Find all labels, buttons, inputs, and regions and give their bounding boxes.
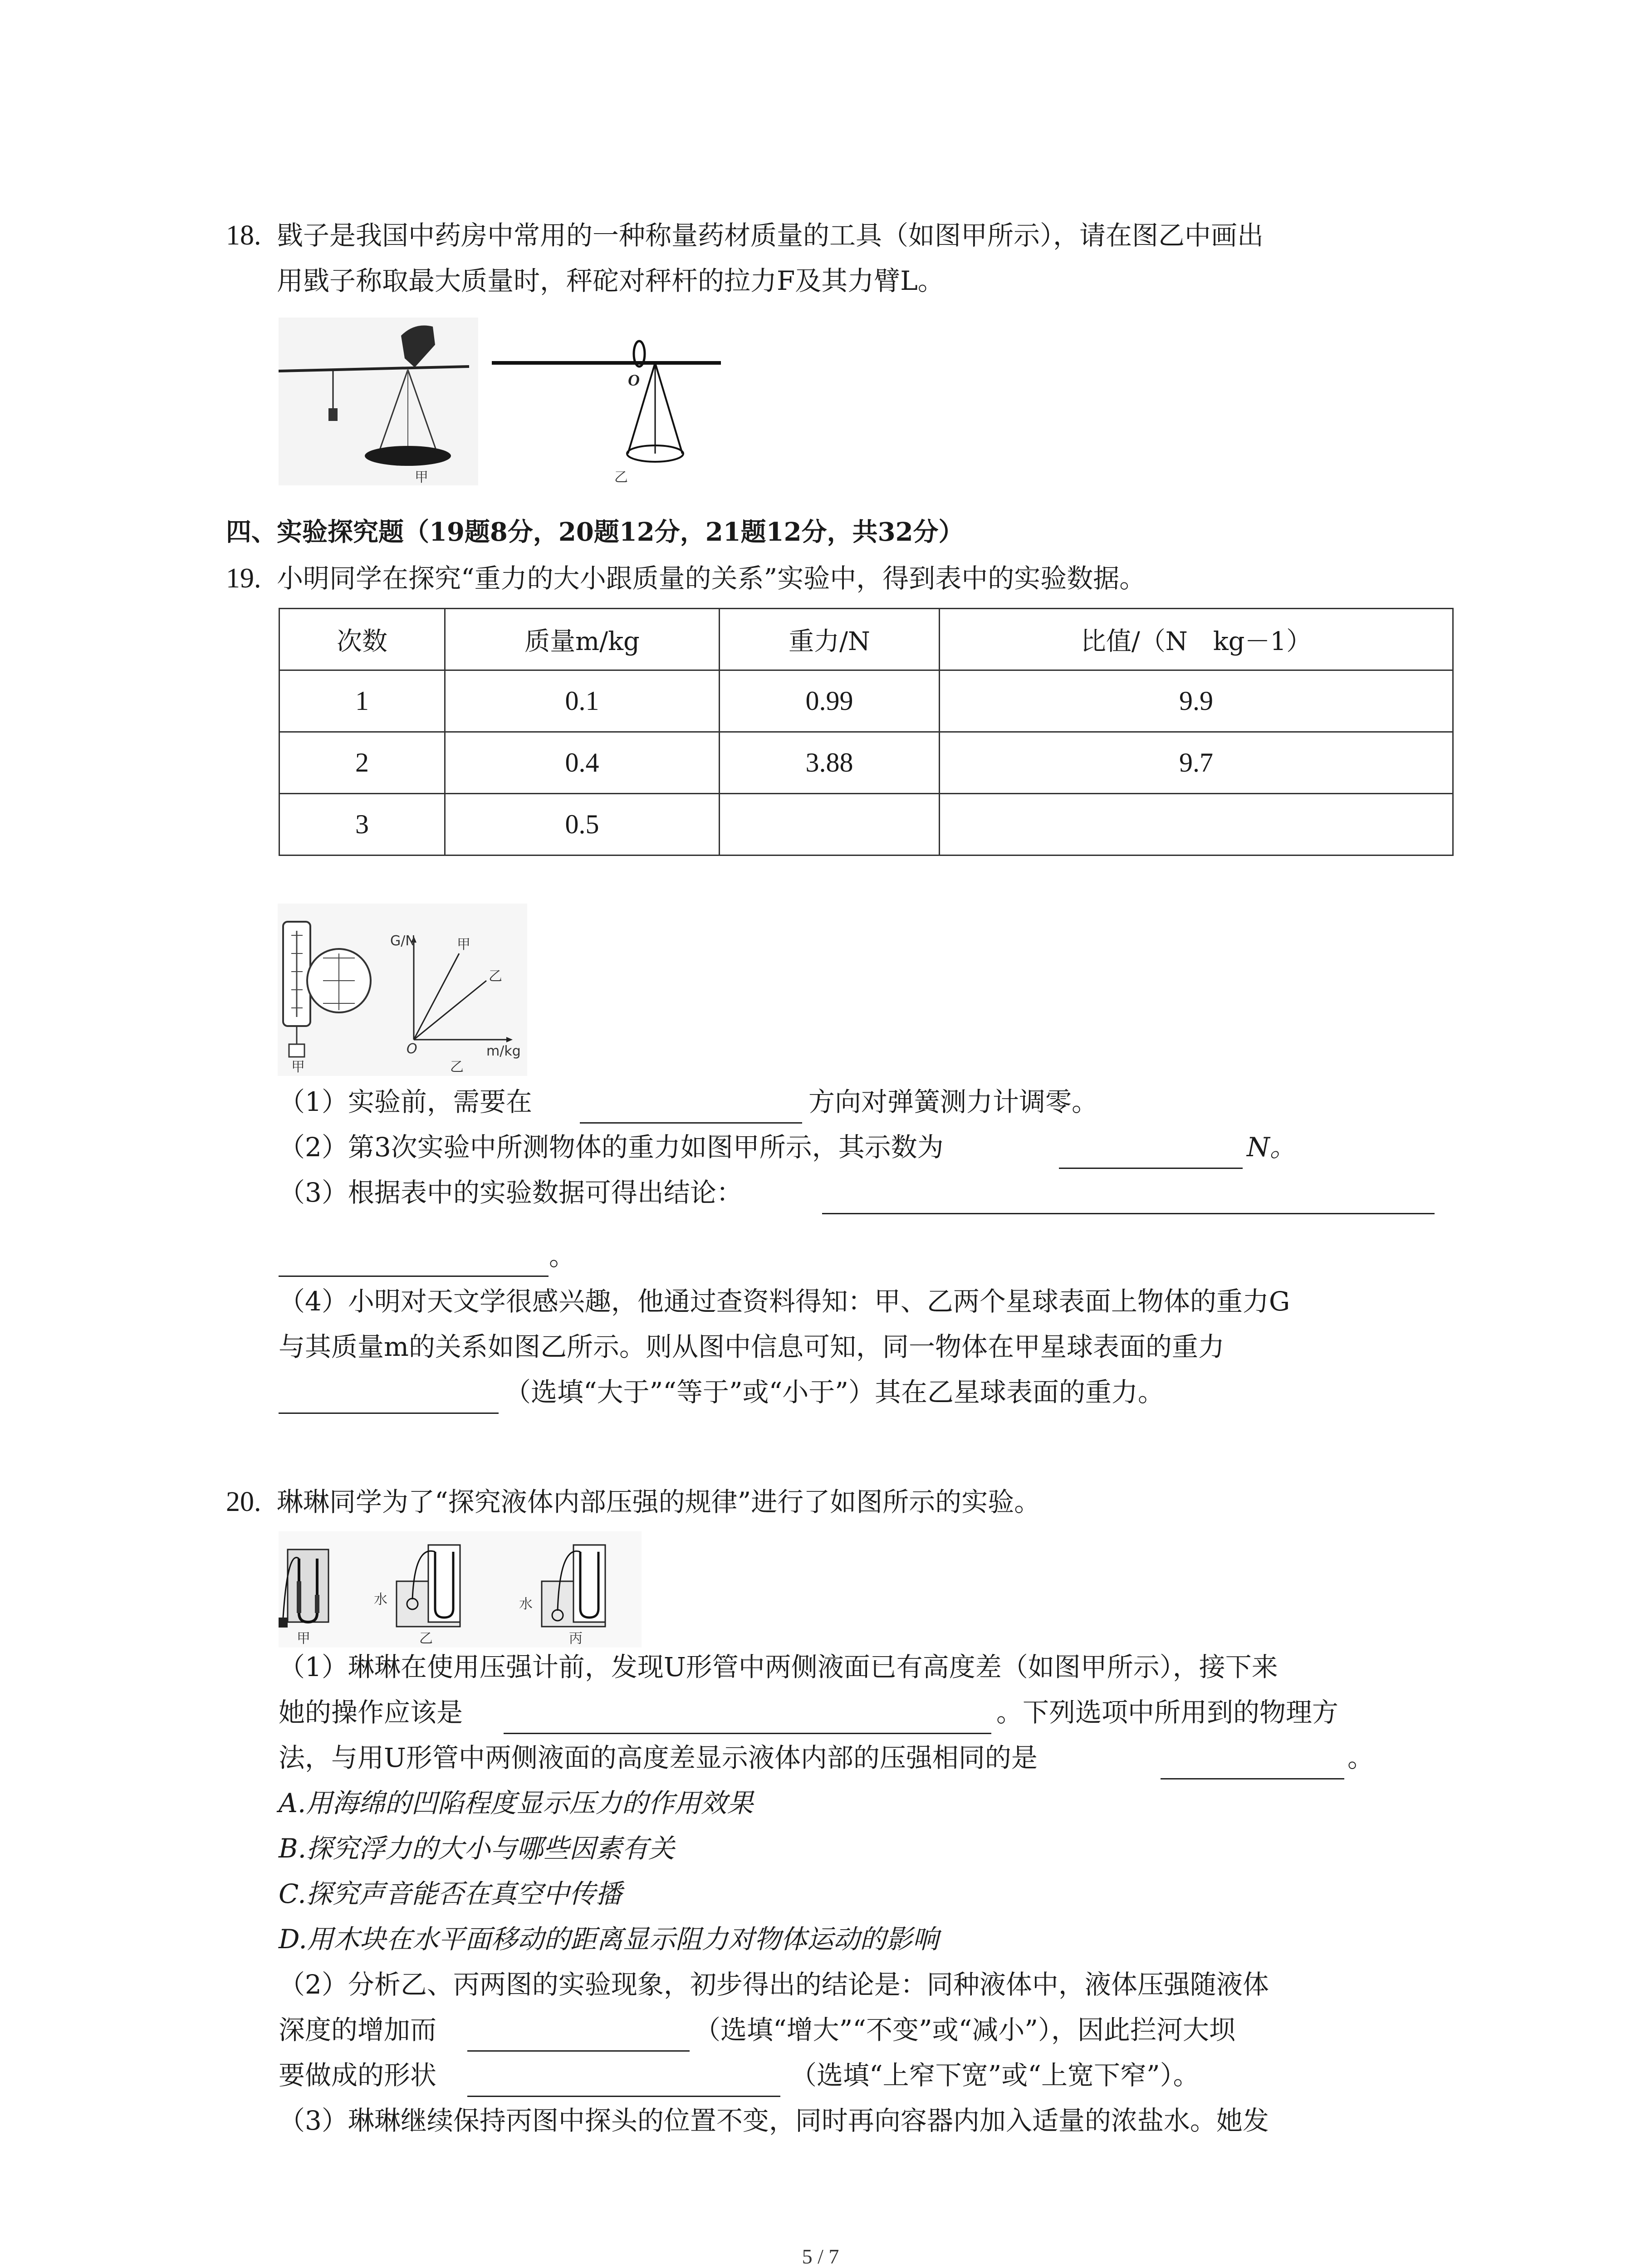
q19-p1-answer-blank[interactable] bbox=[580, 1122, 802, 1124]
table-header-cell: 次数 bbox=[279, 609, 445, 670]
table-cell: 0.5 bbox=[445, 794, 720, 855]
q20-p1-line2-a: 她的操作应该是 bbox=[279, 1697, 463, 1728]
q19-p2-text-b: N。 bbox=[1247, 1132, 1296, 1163]
q19-p1-text-b: 方向对弹簧测力计调零。 bbox=[808, 1086, 1098, 1117]
q19-figure bbox=[278, 904, 527, 1076]
q19-p3-answer-blank-1[interactable] bbox=[822, 1213, 1435, 1214]
table-cell: 2 bbox=[279, 732, 445, 794]
q20-p1-line3-a: 法，与用U形管中两侧液面的高度差显示液体内部的压强相同的是 bbox=[279, 1742, 1038, 1773]
q20-fig-water-1: 水 bbox=[374, 1592, 387, 1608]
q20-intro: 琳琳同学为了“探究液体内部压强的规律”进行了如图所示的实验。 bbox=[277, 1486, 1041, 1517]
table-cell bbox=[940, 794, 1453, 855]
page-number: 5 / 7 bbox=[802, 2245, 839, 2268]
q20-fig-label-b: 乙 bbox=[419, 1631, 433, 1647]
table-cell: 0.99 bbox=[720, 670, 940, 732]
q18-fig-label-a: 甲 bbox=[415, 469, 428, 485]
table-header-row bbox=[279, 609, 1453, 670]
q19-fig-axis-x: m/kg bbox=[486, 1043, 521, 1059]
q20-fig-label-c: 丙 bbox=[569, 1631, 583, 1647]
q20-option-b: B.探究浮力的大小与哪些因素有关 bbox=[279, 1833, 675, 1864]
table-row bbox=[279, 670, 1453, 732]
q20-p1-line1: （1）琳琳在使用压强计前，发现U形管中两侧液面已有高度差（如图甲所示），接下来 bbox=[279, 1652, 1278, 1682]
q19-fig-line-b: 乙 bbox=[489, 968, 502, 984]
q20-fig-label-a: 甲 bbox=[297, 1631, 310, 1647]
q20-p2-answer-blank-2[interactable] bbox=[467, 2096, 780, 2097]
q20-p2-answer-blank-1[interactable] bbox=[467, 2050, 690, 2052]
q19-intro: 小明同学在探究“重力的大小跟质量的关系”实验中，得到表中的实验数据。 bbox=[277, 563, 1146, 594]
table-cell: 3.88 bbox=[720, 732, 940, 794]
q20-fig-water-2: 水 bbox=[519, 1596, 533, 1612]
q19-fig-label-a: 甲 bbox=[291, 1059, 305, 1075]
table-cell: 9.9 bbox=[940, 670, 1453, 732]
q20-p2-line3-a: 要做成的形状 bbox=[279, 2060, 437, 2091]
table-header-cell: 质量m/kg bbox=[445, 609, 720, 670]
q20-figure bbox=[279, 1531, 642, 1647]
table-row bbox=[279, 732, 1453, 794]
q19-p4-line3: （选填“大于”“等于”或“小于”）其在乙星球表面的重力。 bbox=[505, 1377, 1164, 1408]
table-cell: 0.4 bbox=[445, 732, 720, 794]
q20-p1-line2-b: 。下列选项中所用到的物理方 bbox=[996, 1697, 1339, 1728]
question-number-19: 19. bbox=[226, 563, 261, 594]
q20-p2-line2-a: 深度的增加而 bbox=[279, 2014, 437, 2045]
q19-p4-line2: 与其质量m的关系如图乙所示。则从图中信息可知，同一物体在甲星球表面的重力 bbox=[279, 1331, 1225, 1362]
table-row bbox=[279, 794, 1453, 855]
q19-p4-answer-blank[interactable] bbox=[279, 1413, 499, 1414]
q19-p2-answer-blank[interactable] bbox=[1059, 1168, 1243, 1169]
q19-p3-text-a: （3）根据表中的实验数据可得出结论： bbox=[279, 1177, 743, 1208]
q19-p3-answer-blank-2[interactable] bbox=[279, 1276, 549, 1277]
q18-fig-label-b: 乙 bbox=[614, 469, 628, 485]
q18-fig-pivot: O bbox=[628, 371, 640, 389]
q19-p1-text-a: （1）实验前，需要在 bbox=[279, 1086, 532, 1117]
q19-p2-text-a: （2）第3次实验中所测物体的重力如图甲所示，其示数为 bbox=[279, 1132, 944, 1163]
q19-data-table bbox=[279, 608, 1454, 856]
q20-option-d: D.用木块在水平面移动的距离显示阻力对物体运动的影响 bbox=[279, 1924, 939, 1955]
table-cell bbox=[720, 794, 940, 855]
q18-text-line1: 戥子是我国中药房中常用的一种称量药材质量的工具（如图甲所示），请在图乙中画出 bbox=[277, 220, 1264, 251]
table-cell: 1 bbox=[279, 670, 445, 732]
q20-p3-line1: （3）琳琳继续保持丙图中探头的位置不变，同时再向容器内加入适量的浓盐水。她发 bbox=[279, 2105, 1269, 2136]
table-cell: 3 bbox=[279, 794, 445, 855]
q20-p1-line3-b: 。 bbox=[1347, 1742, 1374, 1773]
q18-text-line2: 用戥子称取最大质量时，秤砣对秤杆的拉力F及其力臂L。 bbox=[277, 265, 944, 296]
section-4-title: 四、实验探究题（19题8分，20题12分，21题12分，共32分） bbox=[226, 517, 964, 547]
q18-figure bbox=[279, 318, 725, 499]
q20-p2-line1: （2）分析乙、丙两图的实验现象，初步得出的结论是：同种液体中，液体压强随液体 bbox=[279, 1969, 1269, 2000]
q19-p4-line1: （4）小明对天文学很感兴趣，他通过查资料得知：甲、乙两个星球表面上物体的重力G bbox=[279, 1286, 1290, 1317]
q20-option-c: C.探究声音能否在真空中传播 bbox=[279, 1878, 622, 1909]
q19-fig-axis-y: G/N bbox=[390, 933, 416, 949]
q19-p3-text-b: 。 bbox=[549, 1241, 576, 1271]
q19-fig-line-a: 甲 bbox=[457, 937, 470, 953]
q19-fig-label-b: 乙 bbox=[450, 1059, 464, 1075]
table-header-cell: 重力/N bbox=[720, 609, 940, 670]
q20-option-a: A.用海绵的凹陷程度显示压力的作用效果 bbox=[279, 1788, 754, 1818]
question-number-20: 20. bbox=[226, 1486, 261, 1517]
table-cell: 9.7 bbox=[940, 732, 1453, 794]
q20-p1-answer-blank-2[interactable] bbox=[1161, 1778, 1344, 1779]
q19-fig-origin: O bbox=[407, 1041, 417, 1057]
question-number-18: 18. bbox=[226, 220, 261, 251]
table-header-cell: 比值/（N kg－1） bbox=[940, 609, 1453, 670]
q20-p2-line2-b: （选填“增大”“不变”或“减小”），因此拦河大坝 bbox=[694, 2014, 1235, 2045]
q20-p2-line3-b: （选填“上窄下宽”或“上宽下窄”）。 bbox=[790, 2060, 1200, 2091]
q20-p1-answer-blank-1[interactable] bbox=[504, 1733, 991, 1734]
table-cell: 0.1 bbox=[445, 670, 720, 732]
